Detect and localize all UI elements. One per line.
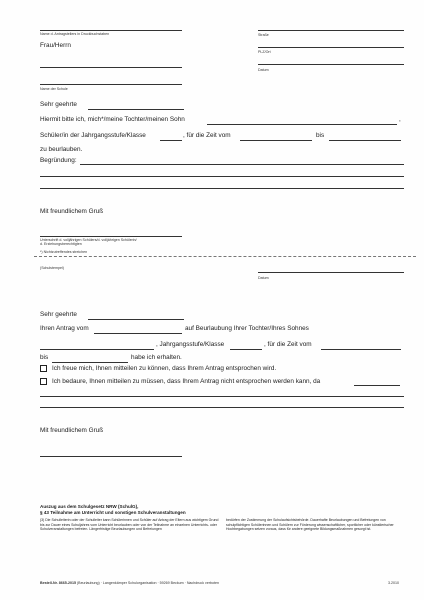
reply-to-line[interactable] [52, 362, 128, 363]
request-line2-end: bis [316, 132, 325, 139]
reply-line2-mid: , Jahrgangsstufe/Klasse [156, 341, 225, 348]
request-line1-end: , [399, 116, 401, 123]
recipient-line[interactable] [40, 67, 182, 68]
footer-version: 3.2010 [388, 581, 399, 585]
reply-greeting: Sehr geehrte [40, 311, 77, 318]
date-label: Datum [258, 68, 269, 72]
reason-line-1[interactable] [80, 164, 404, 165]
footer-order-desc: (Beurlaubung) · Langenkämper Schulorganisation · 59269 Beckum · Nachdruck verboten [76, 581, 220, 585]
student-name-line[interactable] [40, 349, 154, 350]
reply-line1-suffix: auf Beurlaubung Ihrer Tochter/Ihres Sohnes [185, 325, 309, 332]
reply-line2-suffix: , für die Zeit vom [264, 341, 312, 348]
applicant-line[interactable] [40, 30, 182, 31]
reply-line1-prefix: Ihren Antrag vom [40, 325, 89, 332]
reason-line-2[interactable] [40, 176, 404, 177]
greeting-name-line[interactable] [88, 109, 184, 110]
request-line3: zu beurlauben. [40, 146, 83, 153]
zip-city-label: PLZ/Ort [258, 50, 271, 54]
reply-date-label: Datum [258, 276, 269, 280]
applicant-label: Name d. Antragstellers in Druckbuchstaben [40, 32, 110, 36]
reply-from-line[interactable] [321, 349, 401, 350]
law-text-col2: bedürfen der Zustimmung der Schulaufsichtsbehörde. Dauerhafte Beurlaubungen und Befreiungen von schulpflichtigen Schülerinnen und Schülern zur Förderung wissenschaftlicher, sportlicher oder künstlerischer Hochbegabungen setzen voraus, dass für andere geeignete Bildungsmaßnahmen gesorgt ist. [226, 518, 394, 532]
signature-label-2: d. Erziehungsberechtigten [40, 242, 82, 246]
footer-order [40, 581, 219, 585]
cut-line [34, 256, 416, 257]
deny-checkbox[interactable] [40, 378, 47, 385]
reply-line3-suffix: habe ich erhalten. [131, 354, 182, 361]
law-text-col1: (3) Die Schulleiterin oder der Schulleiter kann Schülerinnen und Schüler auf Antrag der Eltern aus wichtigem Grund bis zur Dauer eines Schuljahres vom Unterricht beurlauben oder von der Teilnahme an einzelnen Unterrichts- oder Schulveranstaltungen befreien. Längerfristige Beurlaubungen und Befreiungen [40, 518, 219, 532]
application-date-line[interactable] [94, 333, 182, 334]
law-title-1: Auszug aus dem Schulgesetz NRW (SchulG), [40, 504, 139, 509]
school-line[interactable] [40, 84, 182, 85]
school-label: Name der Schule [40, 87, 68, 91]
reply-date-line[interactable] [258, 272, 404, 273]
footnote: *) Nichtzutreffendes streichen [40, 250, 88, 254]
reply-greeting-line[interactable] [88, 319, 184, 320]
date-line[interactable] [258, 64, 404, 65]
approve-label: Ich freue mich, Ihnen mitteilen zu können, dass Ihrem Antrag entsprochen wird. [52, 365, 277, 372]
reason-line-3[interactable] [40, 188, 404, 189]
signature-label: Unterschrift d. volljährigen Schülers/d. volljährigen Schülerin/ [40, 238, 137, 242]
approve-checkbox[interactable] [40, 365, 47, 372]
to-date-line[interactable] [329, 140, 401, 141]
request-closing: Mit freundlichem Gruß [40, 208, 104, 215]
street-line[interactable] [258, 30, 404, 31]
class-line[interactable] [160, 140, 182, 141]
salutation: Frau/Herrn [40, 42, 71, 49]
from-date-line[interactable] [240, 140, 312, 141]
street-label: Straße [258, 33, 269, 37]
stamp-label: (Schulstempel) [40, 266, 64, 270]
request-line1: Hiermit bitte ich, mich*/meine Tochter/meinen Sohn [40, 116, 185, 123]
request-greeting: Sehr geehrte [40, 101, 77, 108]
deny-label: Ich bedaure, Ihnen mitteilen zu müssen, dass Ihrem Antrag nicht entsprochen werden kann, da [52, 378, 321, 385]
reason-label: Begründung: [40, 157, 77, 164]
zip-city-line[interactable] [258, 47, 404, 48]
reply-closing: Mit freundlichem Gruß [40, 427, 104, 434]
deny-reason-line-1[interactable] [40, 396, 404, 397]
footer-order-no: Bestell-Nr. 8665-2015 [40, 581, 76, 585]
reply-class-line[interactable] [230, 349, 262, 350]
child-name-line[interactable] [207, 124, 397, 125]
law-title-2: § 43 Teilnahme am Unterricht und sonstigen Schulveranstaltungen [40, 510, 186, 515]
deny-reason-line-2[interactable] [40, 407, 404, 408]
request-line2: Schüler/in der Jahrgangsstufe/Klasse [40, 132, 146, 139]
signature-line[interactable] [40, 236, 182, 237]
reply-line3-prefix: bis [40, 354, 49, 361]
request-line2-mid: , für die Zeit vom [183, 132, 231, 139]
deny-reason-line-0[interactable] [354, 385, 400, 386]
reply-signature-line[interactable] [40, 456, 182, 457]
